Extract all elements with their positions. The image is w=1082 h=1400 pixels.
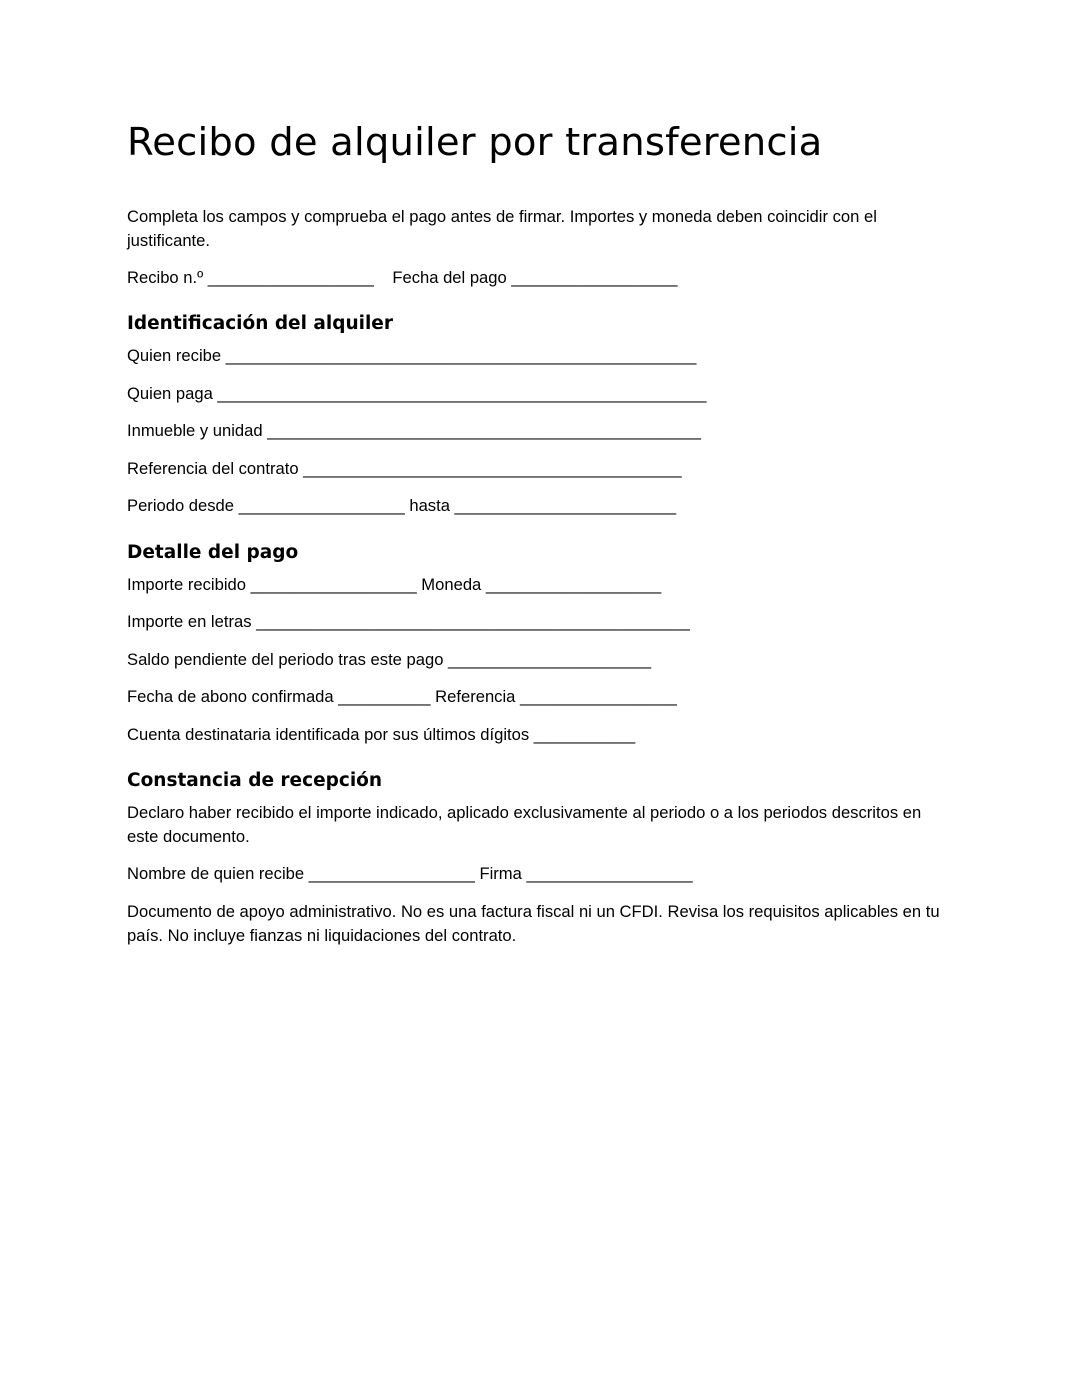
pending-balance-field[interactable]: Saldo pendiente del periodo tras este pago ______________________ [127,650,652,669]
payer-field[interactable]: Quien paga _____________________________________________________ [127,384,707,403]
field-gap [374,268,392,287]
confirmed-date-field[interactable]: Fecha de abono confirmada __________ Referencia _________________ [127,687,677,706]
payment-date-field[interactable]: Fecha del pago __________________ [392,268,678,287]
receipt-number-field[interactable]: Recibo n.º __________________ [127,268,374,287]
disclaimer-text: Documento de apoyo administrativo. No es una factura fiscal ni un CFDI. Revisa los requisitos aplicables en tu país. No incluye fianzas ni liquidaciones del contrato. [127,902,940,945]
receiver-field[interactable]: Quien recibe ___________________________________________________ [127,346,697,365]
header-fields-row [127,266,677,290]
declaration-text: Declaro haber recibido el importe indicado, aplicado exclusivamente al periodo o a los periodos descritos en este documento. [127,803,922,846]
document-title: Recibo de alquiler por transferencia [127,120,823,165]
section-heading-receipt: Constancia de recepción [127,770,383,791]
section-heading-rental: Identificación del alquiler [127,313,393,334]
period-field[interactable]: Periodo desde __________________ hasta ________________________ [127,496,677,515]
amount-in-words-field[interactable]: Importe en letras _______________________________________________ [127,612,690,631]
property-field[interactable]: Inmueble y unidad _______________________________________________ [127,421,701,440]
section-heading-payment: Detalle del pago [127,542,299,563]
contract-reference-field[interactable]: Referencia del contrato _________________________________________ [127,459,682,478]
signature-field[interactable]: Nombre de quien recibe __________________ Firma __________________ [127,864,693,883]
amount-currency-field[interactable]: Importe recibido __________________ Moneda ___________________ [127,575,662,594]
account-digits-field[interactable]: Cuenta destinataria identificada por sus últimos dígitos ___________ [127,725,636,744]
intro-text: Completa los campos y comprueba el pago antes de firmar. Importes y moneda deben coincidir con el justificante. [127,207,877,250]
